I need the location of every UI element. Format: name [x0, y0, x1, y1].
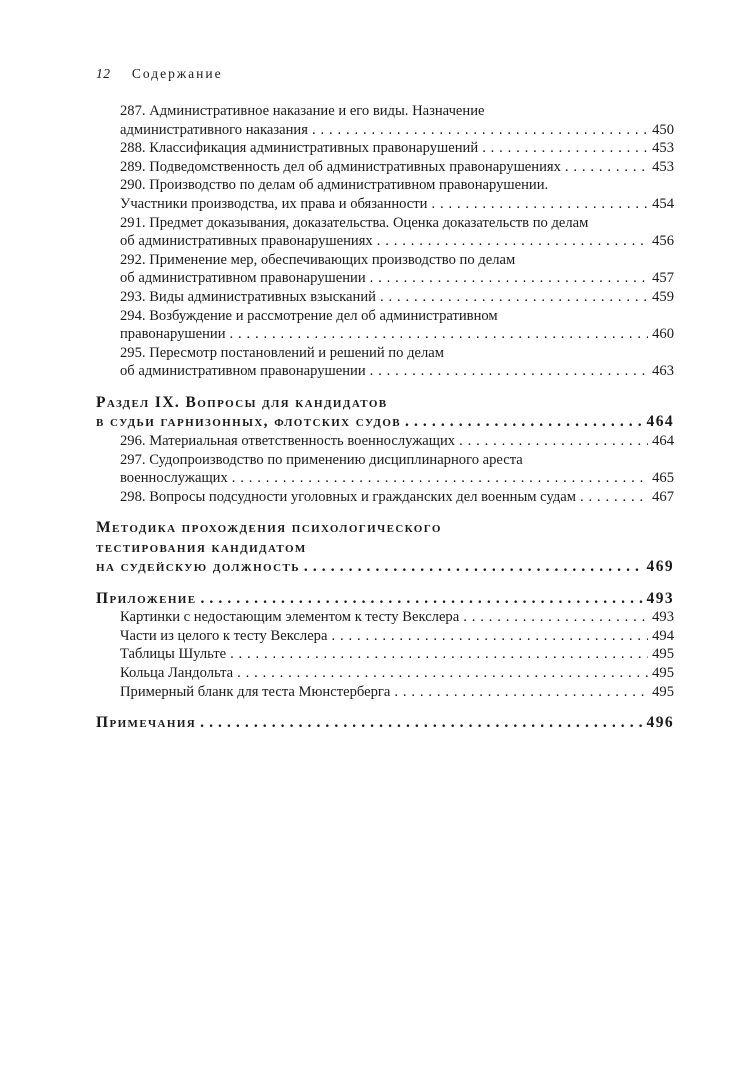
- toc-entry-text: административного наказания: [120, 121, 308, 138]
- toc-page-number: 465: [652, 470, 674, 487]
- toc-page-number: 464: [646, 413, 674, 431]
- dot-leader: [230, 325, 649, 344]
- toc-entry[interactable]: [96, 683, 674, 702]
- dot-leader: [370, 269, 648, 288]
- toc-entry-text: военнослужащих: [120, 470, 228, 487]
- section-gap: [96, 506, 674, 518]
- toc-page-number: 495: [652, 646, 674, 663]
- toc-entry-text: на судейскую должность: [96, 558, 300, 576]
- toc-page-number: 496: [646, 714, 674, 732]
- page-title: Содержание: [131, 66, 223, 81]
- toc-page-number: 495: [652, 665, 674, 682]
- dot-leader: [370, 362, 648, 381]
- toc-entry-text: 295. Пересмотр постановлений и решений по делам: [120, 344, 444, 361]
- dot-leader: [232, 469, 648, 488]
- toc-entry-text: Кольца Ландольта: [120, 665, 234, 682]
- dot-leader: [405, 412, 643, 432]
- toc-page-number: 450: [652, 121, 674, 138]
- toc-section-heading[interactable]: [96, 393, 674, 413]
- toc-entry[interactable]: [96, 121, 674, 140]
- dot-leader: [463, 608, 648, 627]
- toc-entry-text: 293. Виды административных взысканий: [120, 288, 376, 305]
- toc-entry[interactable]: [96, 664, 674, 683]
- toc-entry-text: Участники производства, их права и обязанности: [120, 195, 428, 212]
- toc-page-number: 464: [652, 432, 674, 449]
- toc-entry-text: Картинки с недостающим элементом к тесту Векслера: [120, 609, 460, 626]
- toc-entry[interactable]: [96, 176, 674, 195]
- toc-entry-text: 294. Возбуждение и рассмотрение дел об административном: [120, 307, 498, 324]
- toc-entry-text: 291. Предмет доказывания, доказательства. Оценка доказательств по делам: [120, 214, 589, 231]
- toc-entry[interactable]: [96, 451, 674, 470]
- toc-entry[interactable]: [96, 102, 674, 121]
- toc-entry-text: об административном правонарушении: [120, 270, 366, 287]
- dot-leader: [565, 158, 648, 177]
- toc-page-number: 460: [652, 326, 674, 343]
- toc-page-number: 457: [652, 270, 674, 287]
- toc-entry[interactable]: [96, 269, 674, 288]
- toc-page-number: 495: [652, 683, 674, 700]
- toc-entry[interactable]: [96, 139, 674, 158]
- dot-leader: [331, 627, 648, 646]
- toc-page-number: 493: [646, 589, 674, 607]
- section-gap: [96, 381, 674, 393]
- toc-entry-text: 297. Судопроизводство по применению дисциплинарного ареста: [120, 451, 523, 468]
- toc-entry-text: в судьи гарнизонных, флотских судов: [96, 413, 402, 431]
- toc-entry-text: 292. Применение мер, обеспечивающих производство по делам: [120, 251, 516, 268]
- toc-page-number: 493: [652, 609, 674, 626]
- toc-section-heading[interactable]: [96, 518, 674, 538]
- dot-leader: [200, 713, 642, 733]
- toc-entry[interactable]: [96, 627, 674, 646]
- section-gap: [96, 701, 674, 713]
- toc-entry-text: Приложение: [96, 589, 197, 607]
- toc-entry-text: 289. Подведомственность дел об административных правонарушениях: [120, 158, 561, 175]
- table-of-contents: [96, 102, 674, 733]
- dot-leader: [200, 589, 642, 609]
- dot-leader: [312, 121, 648, 140]
- dot-leader: [394, 683, 648, 702]
- toc-section-heading[interactable]: [96, 412, 674, 432]
- toc-entry-text: правонарушении: [120, 326, 226, 343]
- toc-entry[interactable]: [96, 158, 674, 177]
- toc-entry-text: 288. Классификация административных правонарушений: [120, 140, 479, 157]
- dot-leader: [377, 232, 648, 251]
- toc-entry-text: 296. Материальная ответственность военнослужащих: [120, 432, 456, 449]
- toc-page-number: 459: [652, 288, 674, 305]
- toc-page-number: 454: [652, 195, 674, 212]
- toc-entry[interactable]: [96, 325, 674, 344]
- toc-entry-text: Примерный бланк для теста Мюнстерберга: [120, 683, 391, 700]
- toc-section-heading[interactable]: [96, 713, 674, 733]
- section-gap: [96, 577, 674, 589]
- toc-page-number: 453: [652, 158, 674, 175]
- toc-entry[interactable]: [96, 432, 674, 451]
- dot-leader: [482, 139, 648, 158]
- page-number: 12: [96, 66, 111, 81]
- toc-entry[interactable]: [96, 307, 674, 326]
- toc-entry[interactable]: [96, 488, 674, 507]
- toc-entry[interactable]: [96, 195, 674, 214]
- toc-section-heading[interactable]: [96, 557, 674, 577]
- dot-leader: [380, 288, 648, 307]
- toc-entry-text: тестирования кандидатом: [96, 538, 307, 556]
- dot-leader: [459, 432, 648, 451]
- toc-entry-text: 290. Производство по делам об административном правонарушении.: [120, 177, 549, 194]
- running-head: [96, 66, 223, 82]
- toc-entry-text: Таблицы Шульте: [120, 646, 227, 663]
- toc-entry-text: об административных правонарушениях: [120, 233, 373, 250]
- toc-section-heading[interactable]: [96, 589, 674, 609]
- dot-leader: [230, 645, 648, 664]
- toc-page-number: 494: [652, 627, 674, 644]
- dot-leader: [580, 488, 648, 507]
- dot-leader: [237, 664, 648, 683]
- dot-leader: [431, 195, 648, 214]
- dot-leader: [304, 557, 643, 577]
- toc-entry-text: Примечания: [96, 714, 197, 732]
- toc-entry[interactable]: [96, 288, 674, 307]
- toc-page-number: 456: [652, 233, 674, 250]
- toc-section-heading[interactable]: [96, 538, 674, 558]
- toc-entry-text: об административном правонарушении: [120, 363, 366, 380]
- toc-entry-text: Методика прохождения психологического: [96, 519, 442, 537]
- toc-entry-text: 287. Административное наказание и его виды. Назначение: [120, 103, 485, 119]
- toc-entry[interactable]: [96, 362, 674, 381]
- toc-entry-text: Раздел IX. Вопросы для кандидатов: [96, 393, 388, 411]
- toc-entry[interactable]: [96, 645, 674, 664]
- toc-page-number: 453: [652, 140, 674, 157]
- toc-page-number: 467: [652, 488, 674, 505]
- toc-entry[interactable]: [96, 469, 674, 488]
- toc-page-number: 463: [652, 363, 674, 380]
- toc-page-number: 469: [646, 558, 674, 576]
- toc-entry-text: Части из целого к тесту Векслера: [120, 627, 328, 644]
- toc-entry[interactable]: [96, 251, 674, 270]
- toc-entry[interactable]: [96, 344, 674, 363]
- toc-entry[interactable]: [96, 232, 674, 251]
- toc-entry[interactable]: [96, 608, 674, 627]
- toc-entry-text: 298. Вопросы подсудности уголовных и гражданских дел военным судам: [120, 488, 576, 505]
- toc-entry[interactable]: [96, 214, 674, 233]
